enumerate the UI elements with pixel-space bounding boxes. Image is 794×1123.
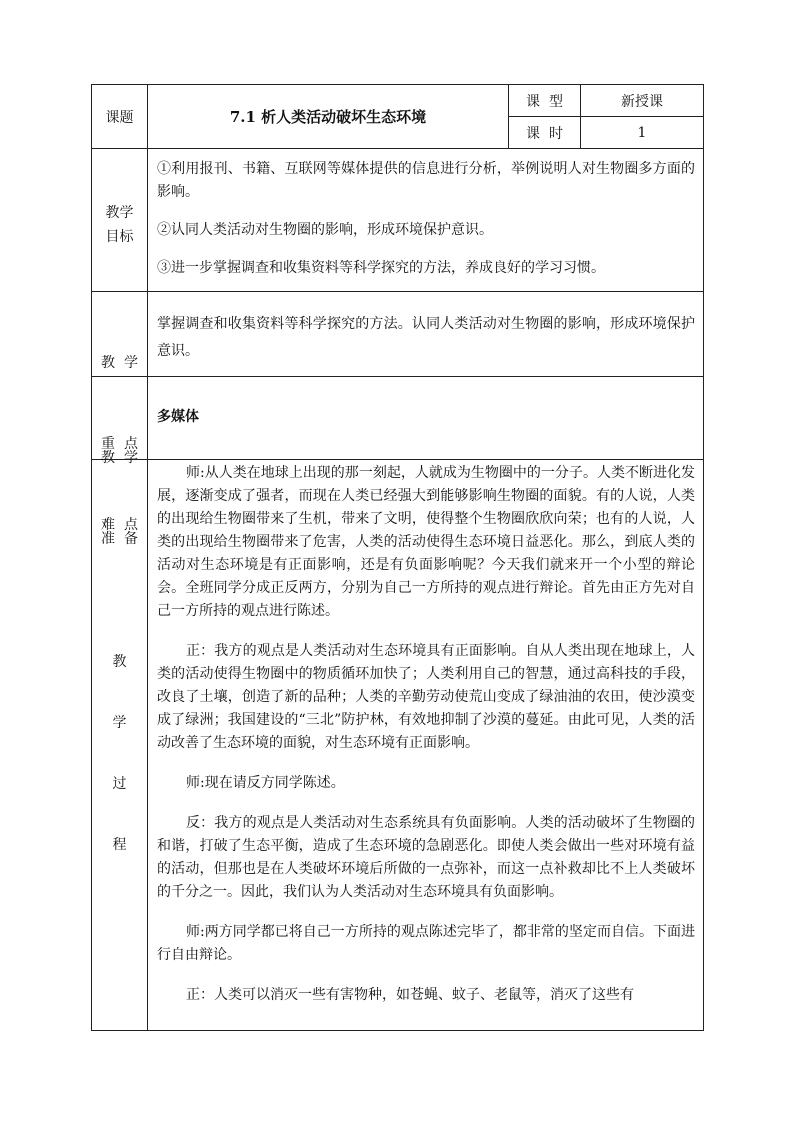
process-label-char: 学	[112, 715, 127, 731]
process-paragraph: 正：我方的观点是人类活动对生态环境具有正面影响。自从人类出现在地球上，人类的活动使得生物圈中的物质循环加快了；人类利用自己的智慧，通过高科技的手段，改良了土壤，创造了新的品种；人类的辛勤劳动使荒山变成了绿油油的农田，使沙漠变成了绿洲；我国建设的“三北”防护林，有效地抑制了沙漠的蔓延。由此可见，人类的活动改善了生态环境的面貌，对生态环境有正面影响。	[157, 643, 695, 751]
label-column-divider	[147, 84, 148, 1031]
class-hours-value: 1	[637, 124, 647, 141]
lesson-type-value: 新授课	[621, 93, 663, 110]
process-paragraph: 师:两方同学都已将自己一方所持的观点陈述完毕了，都非常的坚定而自信。下面进行自由辩论。	[157, 924, 695, 963]
key-points-label-line1: 教 学	[101, 355, 138, 371]
preparation-label	[92, 391, 147, 607]
lesson-type-label: 课 型	[526, 93, 563, 110]
process-paragraph: 师:从人类在地球上出现的那一刻起，人就成为生物圈中的一分子。人类不断进化发展，逐渐变成了强者，而现在人类已经强大到能够影响生物圈的面貌。有的人说，人类的出现给生物圈带来了生机，带来了文明，使得整个生物圈欣欣向荣；也有的人说，人类的出现给生物圈带来了危害，人类的活动使得生态环境日益恶化。那么，到底人类的活动对生态环境是有正面影响，还是有负面影响呢？今天我们就来开一个小型的辩论会。全班同学分成正反两方，分别为自己一方所持的观点进行辩论。首先由正方先对自己一方所持的观点进行陈述。	[157, 465, 695, 619]
objectives-label-line1: 教学	[105, 205, 134, 221]
process-label-char: 程	[112, 837, 127, 853]
preparation-content: 多媒体	[157, 409, 199, 425]
table-border-right	[703, 84, 704, 1031]
objective-item: ②认同人类活动对生物圈的影响，形成环境保护意识。	[157, 222, 493, 238]
objectives-label-line2: 目标	[105, 229, 134, 245]
process-content	[157, 462, 695, 1029]
preparation-label-line2: 准 备	[101, 531, 138, 547]
row-divider-4	[91, 459, 703, 460]
process-label-char: 教	[112, 654, 127, 670]
key-points-content: 掌握调查和收集资料等科学探究的方法。认同人类活动对生物圈的影响，形成环境保护意识。	[157, 316, 695, 359]
objectives-label	[92, 201, 147, 249]
preparation-label-line1: 教 学	[101, 450, 138, 466]
row-divider-3	[91, 376, 703, 377]
table-border-bottom	[91, 1030, 703, 1031]
process-paragraph: 正：人类可以消灭一些有害物种，如苍蝇、蚊子、老鼠等，消灭了这些有	[186, 987, 634, 1003]
class-hours-label: 课 时	[526, 125, 563, 142]
process-label	[92, 650, 147, 857]
objective-item: ③进一步掌握调查和收集资料等科学探究的方法，养成良好的学习习惯。	[157, 260, 605, 276]
topic-label: 课题	[105, 109, 134, 126]
key-points-label-line3: 难 点	[101, 517, 138, 533]
row-divider-2	[91, 291, 703, 292]
process-paragraph: 反：我方的观点是人类活动对生态系统具有负面影响。人类的活动破坏了生物圈的和谐，打破了生态平衡，造成了生态环境的急剧恶化。即使人类会做出一些对环境有益的活动，但那也是在人类破坏环境后所做的一点弥补，而这一点补救却比不上人类破坏的千分之一。因此，我们认为人类活动对生态环境具有负面影响。	[157, 815, 695, 900]
objectives-content	[157, 158, 695, 280]
process-label-char: 过	[112, 776, 127, 792]
lesson-title: 7.1 析人类活动破坏生态环境	[229, 108, 427, 126]
process-paragraph: 师:现在请反方同学陈述。	[186, 775, 345, 791]
row-divider-1	[91, 148, 703, 149]
objective-item: ①利用报刊、书籍、互联网等媒体提供的信息进行分析，举例说明人对生物圈多方面的影响。	[157, 161, 695, 200]
key-points-label-line2: 重 点	[101, 436, 138, 452]
